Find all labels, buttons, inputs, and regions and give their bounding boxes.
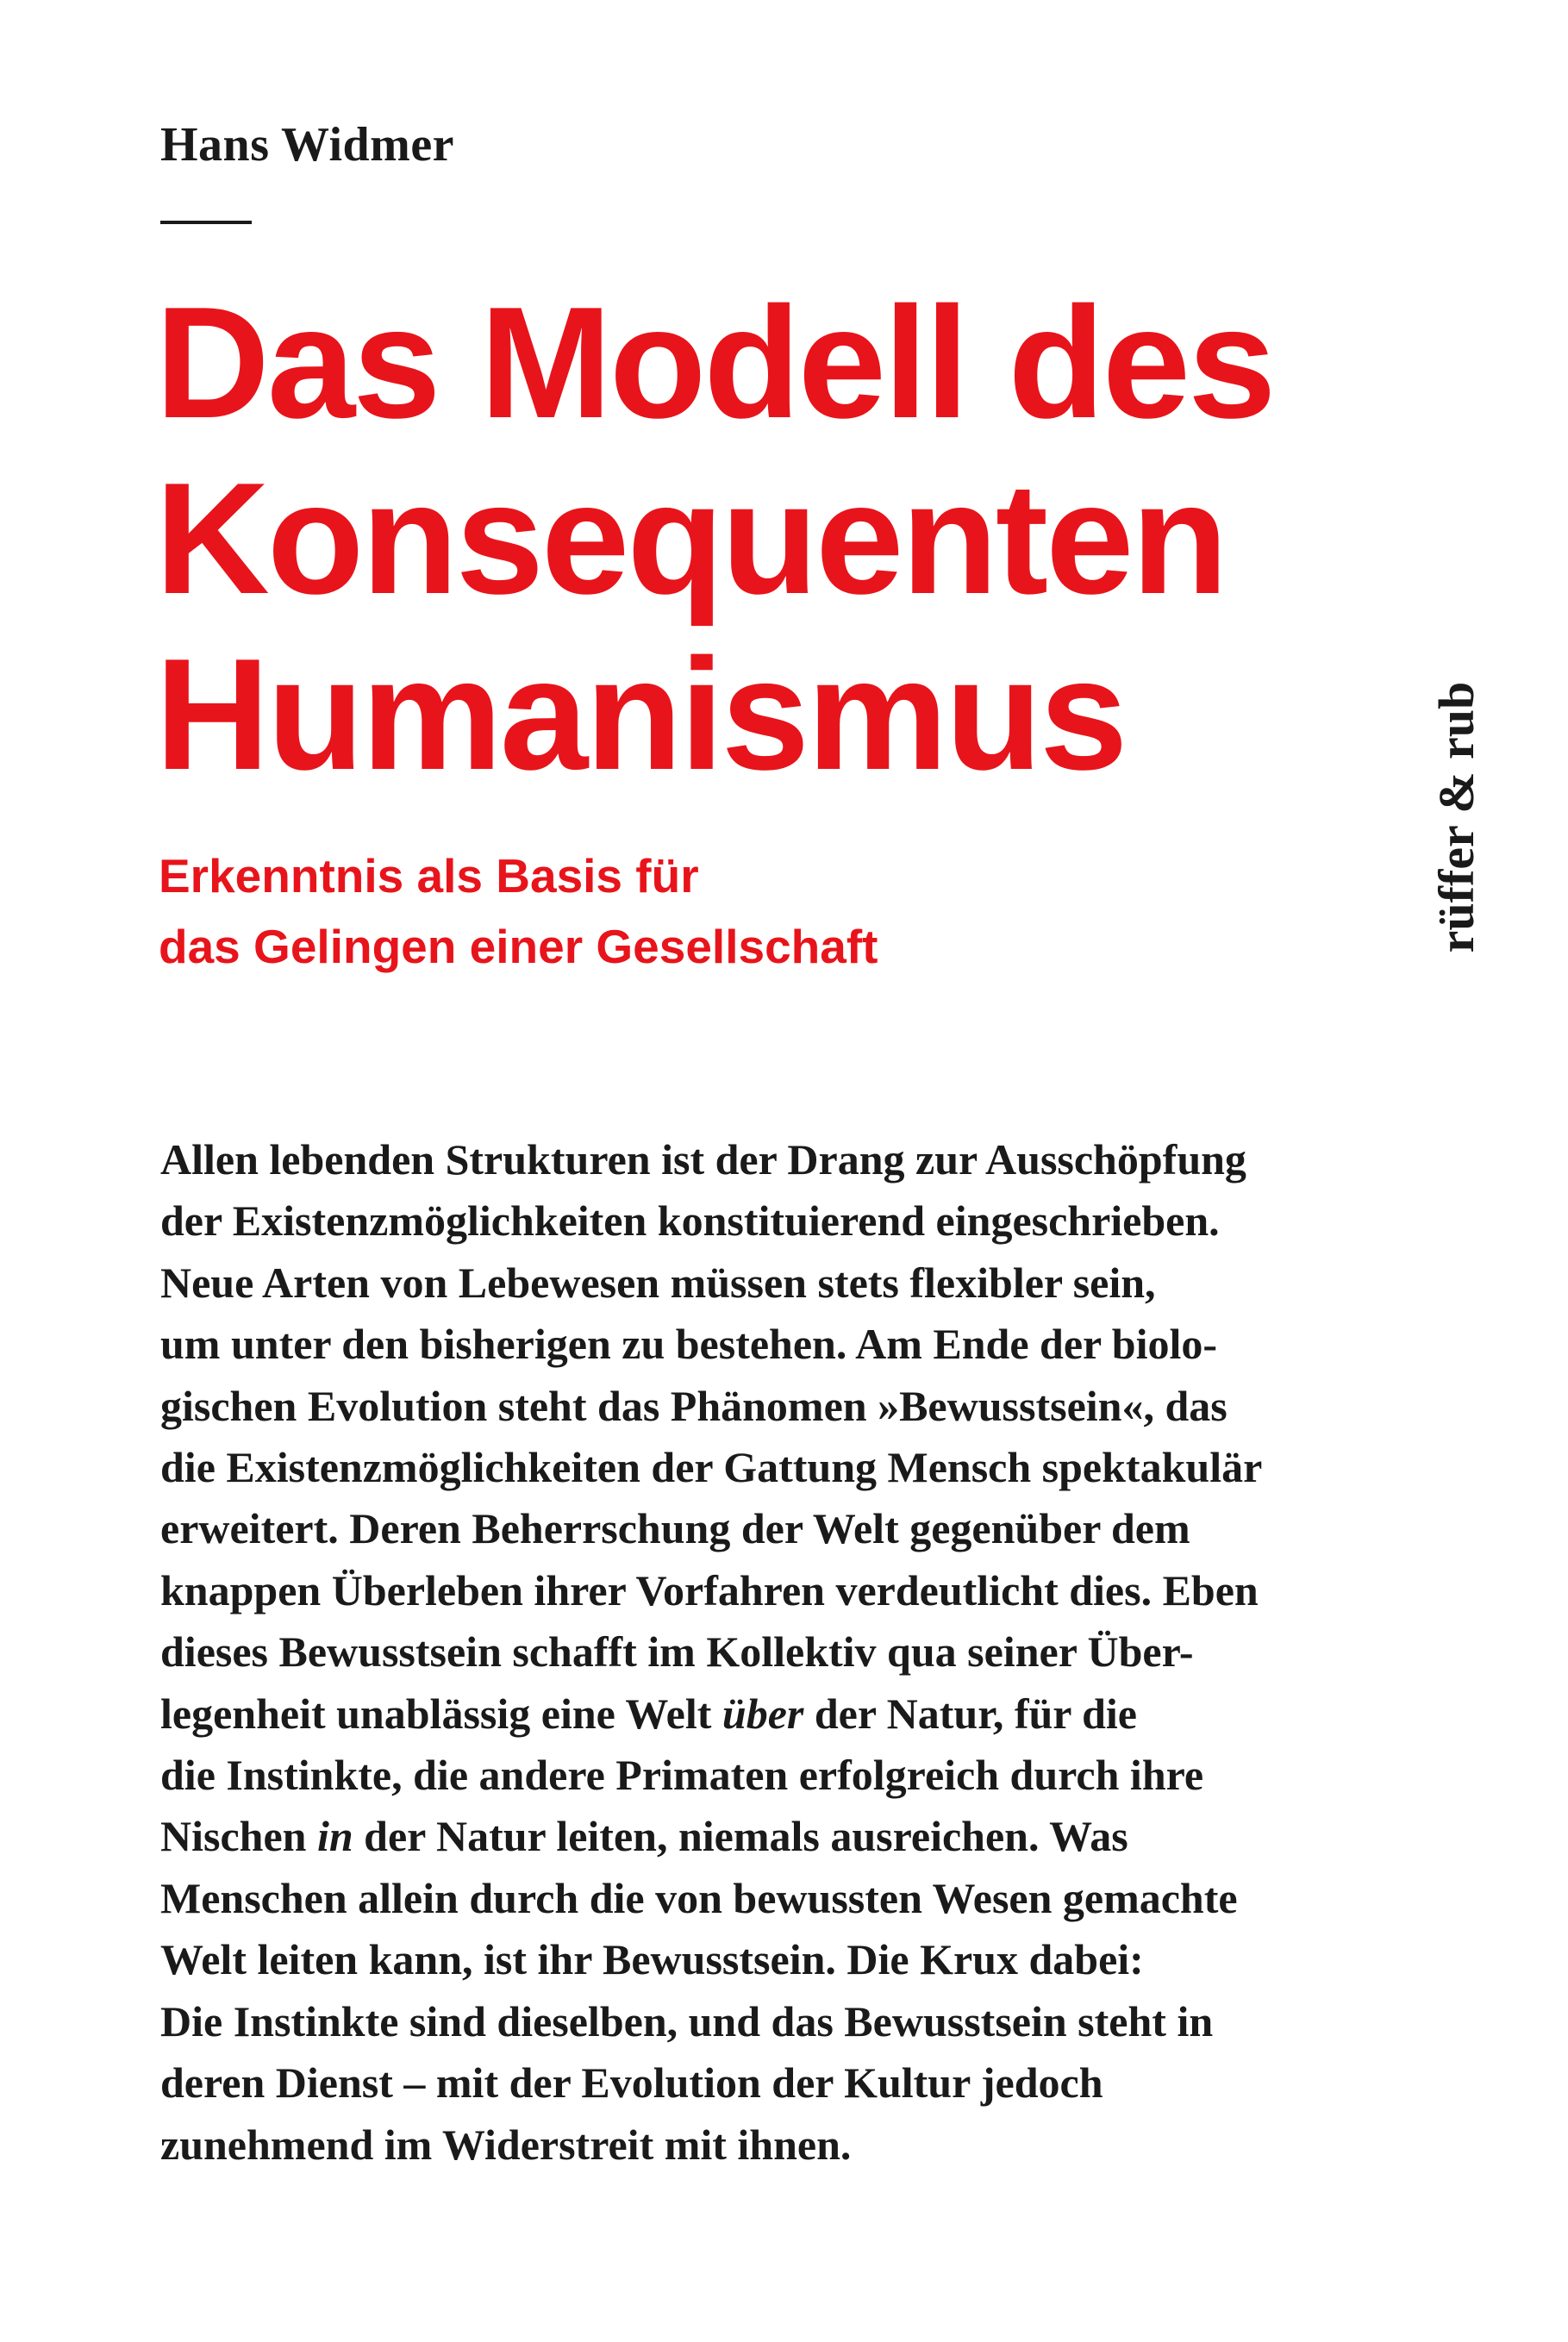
- blurb-line: zunehmend im Widerstreit mit ihnen.: [160, 2120, 852, 2169]
- book-subtitle: [159, 840, 878, 982]
- blurb-emphasis: über: [722, 1689, 804, 1738]
- title-line-2: Konsequenten: [155, 449, 1226, 627]
- blurb-text-segment: legenheit unablässig eine Welt: [160, 1689, 722, 1738]
- author-name: Hans Widmer: [160, 118, 455, 172]
- title-line-3: Humanismus: [155, 625, 1126, 803]
- title-line-1: Das Modell des: [155, 273, 1274, 451]
- blurb-line: dieses Bewusstsein schafft im Kollektiv qua seiner Über-: [160, 1627, 1194, 1677]
- blurb-line: Allen lebenden Strukturen ist der Drang zur Ausschöpfung: [160, 1135, 1246, 1183]
- subtitle-line-1: Erkenntnis als Basis für: [159, 849, 699, 902]
- blurb-line: Neue Arten von Lebewesen müssen stets flexibler sein,: [160, 1258, 1156, 1307]
- blurb-line: [160, 1806, 1453, 1867]
- blurb-line: Menschen allein durch die von bewussten Wesen gemachte: [160, 1873, 1238, 1922]
- blurb-text-segment: Nischen: [160, 1812, 317, 1861]
- blurb-line: erweitert. Deren Beherrschung der Welt gegenüber dem: [160, 1504, 1190, 1553]
- blurb-line: deren Dienst – mit der Evolution der Kultur jedoch: [160, 2058, 1103, 2108]
- blurb-line: der Existenzmöglichkeiten konstituierend eingeschrieben.: [160, 1196, 1220, 1246]
- blurb-line: die Instinkte, die andere Primaten erfolgreich durch ihre: [160, 1751, 1204, 1800]
- blurb-text-segment: der Natur, für die: [803, 1689, 1137, 1738]
- blurb-line: knappen Überleben ihrer Vorfahren verdeutlicht dies. Eben: [160, 1565, 1259, 1614]
- publisher-imprint: rüffer & rub: [1428, 681, 1484, 953]
- blurb-line: die Existenzmöglichkeiten der Gattung Mensch spektakulär: [160, 1443, 1263, 1492]
- blurb-text-segment: der Natur leiten, niemals ausreichen. Was: [353, 1812, 1128, 1861]
- book-title: [155, 274, 1448, 802]
- blurb-line: gischen Evolution steht das Phänomen »Bewusstsein«, das: [160, 1381, 1228, 1430]
- blurb-line: um unter den bisherigen zu bestehen. Am Ende der biolo-: [160, 1320, 1218, 1369]
- blurb-line: [160, 1683, 1453, 1745]
- blurb-line: Die Instinkte sind dieselben, und das Bewusstsein steht in: [160, 1996, 1214, 2045]
- blurb-line: Welt leiten kann, ist ihr Bewusstsein. Die Krux dabei:: [160, 1935, 1144, 1984]
- subtitle-line-2: das Gelingen einer Gesellschaft: [159, 920, 878, 973]
- author-divider: [160, 221, 252, 224]
- blurb-emphasis: in: [316, 1812, 353, 1861]
- blurb-text: [160, 1129, 1453, 2176]
